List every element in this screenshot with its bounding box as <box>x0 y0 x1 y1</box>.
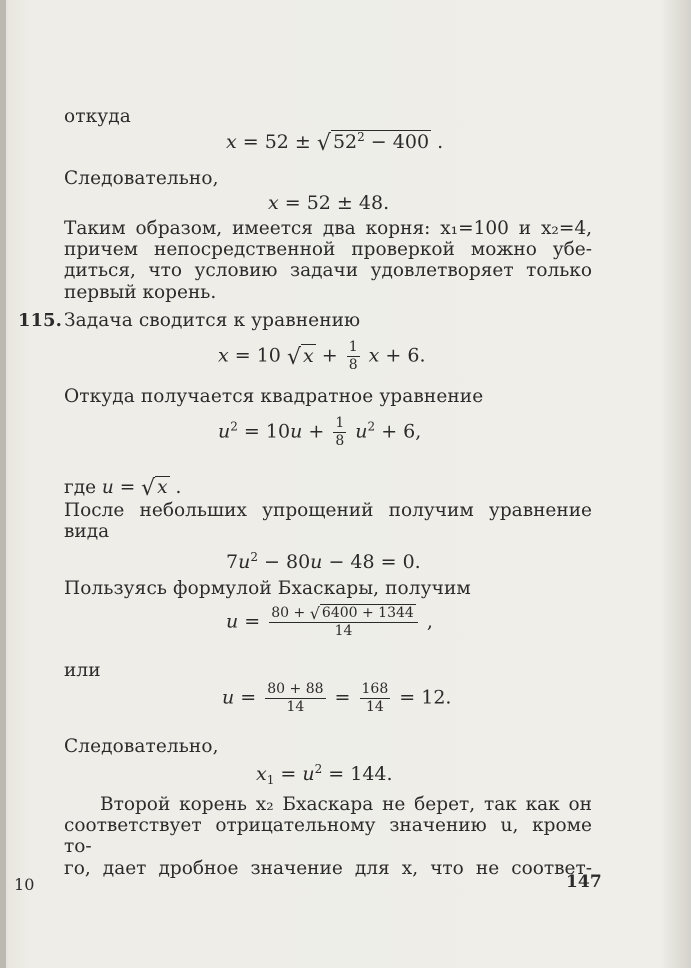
page-spine-shadow <box>0 0 6 968</box>
word-sledovatelno-2: Следовательно, <box>64 736 219 757</box>
quadratic-intro: Откуда получается квадратное уравнение <box>64 386 484 407</box>
word-sledovatelno-1: Следовательно, <box>64 168 219 189</box>
para1-line4: первый корень. <box>64 281 217 303</box>
word-ili: или <box>64 660 101 681</box>
problem-115-intro: Задача сводится к уравнению <box>64 310 361 331</box>
formula-7: u = $\frac{80 + 88}{14}$ = $\frac{168}{14}$ = 12. <box>222 681 452 715</box>
page-number: 147 <box>566 872 602 892</box>
formula-8: $x_1 = u^2 = 144$. <box>256 762 393 787</box>
formula-5: $7u^2 - 80u - 48 = 0$. <box>226 550 421 573</box>
where-u-definition: где u = √ x . <box>64 476 182 501</box>
para4-line3: го, дает дробное значение для x, что не соответ- <box>64 857 592 879</box>
para2-line1: После небольших упрощений получим уравнение <box>64 500 592 521</box>
formula-2: x = 52 ± 48. <box>268 192 390 214</box>
paragraph-simplifications <box>64 500 592 542</box>
left-margin-mark: 10 <box>14 875 35 894</box>
paragraph-second-root <box>64 794 592 879</box>
bhaskara-formula-intro: Пользуясь формулой Бхаскары, получим <box>64 578 471 599</box>
paragraph-two-roots <box>64 218 592 303</box>
para1-line2: причем непосредственной проверкой можно убе- <box>64 239 592 261</box>
word-otkuda: откуда <box>64 106 131 127</box>
formula-1: x = 52 ± √ $52^2 - 400$ . <box>226 130 444 156</box>
para4-line1: Второй корень x₂ Бхаскара не берет, так как он <box>100 794 592 815</box>
formula-4: $u^2 = 10u$ + $\frac{1}{8}$ $u^2 + 6$, <box>218 415 422 449</box>
para1-line1: Таким образом, имеется два корня: x₁=100 и x₂=4, <box>64 218 592 239</box>
formula-3: x = 10 √ x + $\frac{1}{8}$ x + 6. <box>218 339 426 373</box>
para2-line2: вида <box>64 521 110 543</box>
para1-line3: диться, что условию задачи удовлетворяет только <box>64 260 592 282</box>
formula-6: u = $\frac{80 + √ 6400 + 1344}{14}$ , <box>226 604 433 639</box>
para4-line2: соответствует отрицательному значению u, кроме то- <box>64 815 592 858</box>
problem-number-115: 115. <box>18 310 62 331</box>
